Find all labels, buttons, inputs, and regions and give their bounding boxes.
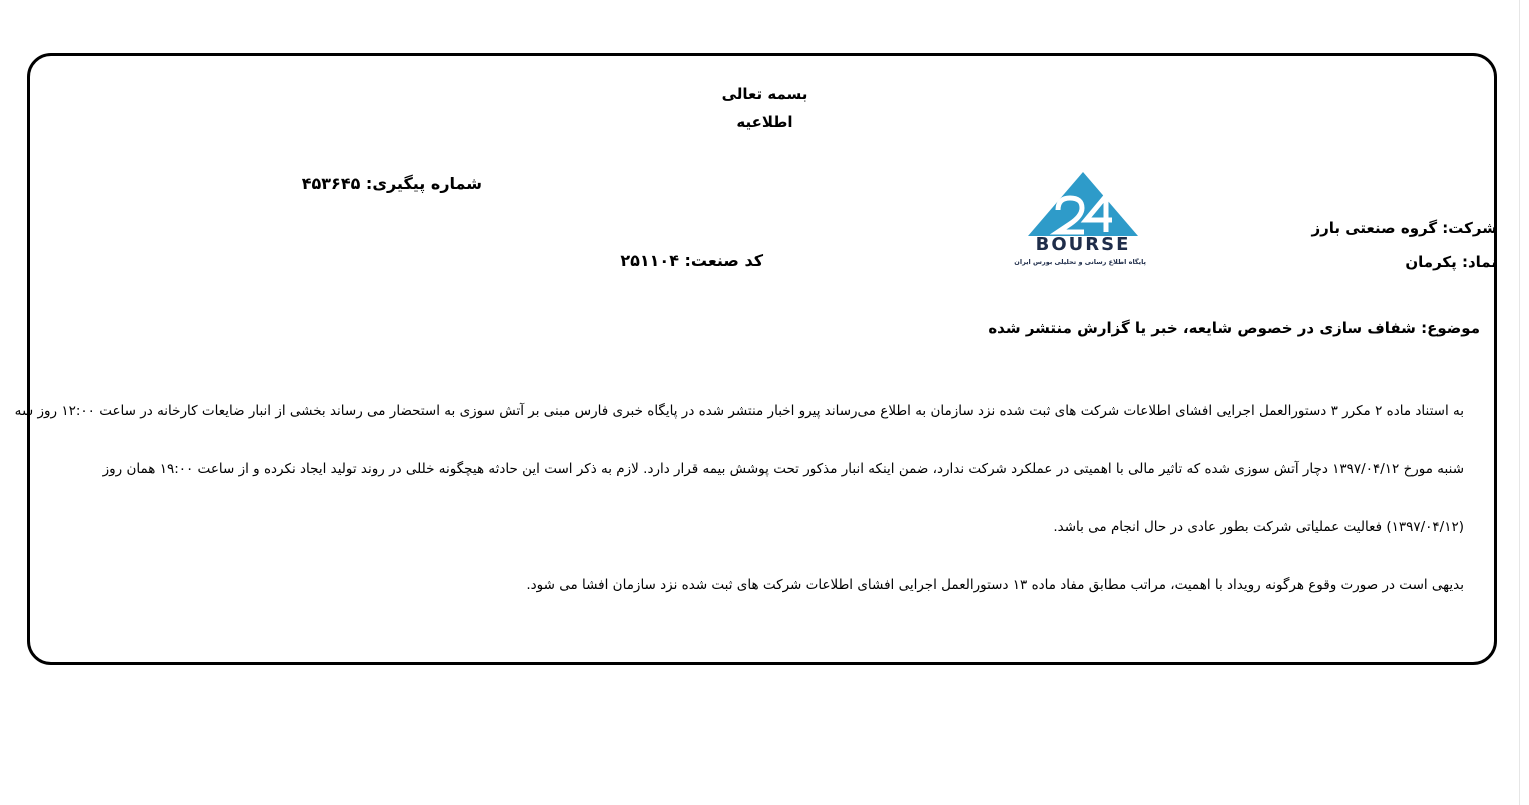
bourse-logo xyxy=(1014,170,1146,274)
announcement-frame xyxy=(14,53,1497,665)
company-name: شرکت: گروه صنعتی بارز xyxy=(1311,219,1497,237)
body-line-2: شنبه مورخ ۱۳۹۷/۰۴/۱۲ دچار آتش سوزی شده که تاثیر مالی با اهمیتی در عملکرد شرکت ندارد، ضمن اینکه انبار مذکور تحت پوشش بیمه قرار دارد. لازم به ذکر است این حادثه هیچگونه خللی در روند تولید ایجاد نکرده و از ساعت ۱۹:۰۰ همان روز xyxy=(102,461,1464,477)
tracking-number: شماره پیگیری: ۴۵۳۶۴۵ xyxy=(301,174,482,193)
subject-line: موضوع: شفاف سازی در خصوص شایعه، خبر یا گزارش منتشر شده xyxy=(988,319,1480,337)
logo-subtitle: پایگاه اطلاع رسانی و تحلیلی بورس ایران xyxy=(1014,258,1146,266)
industry-code: کد صنعت: ۲۵۱۱۰۴ xyxy=(620,251,763,270)
header-basmala: بسمه تعالی xyxy=(721,85,808,103)
bourse-24-logo-icon xyxy=(1020,170,1146,236)
logo-wordmark: BOURSE xyxy=(1035,234,1131,255)
body-line-1: به استناد ماده ۲ مکرر ۳ دستورالعمل اجرایی افشای اطلاعات شرکت های ثبت شده نزد سازمان به اطلاع می‌رساند پیرو اخبار منتشر شده در پایگاه خبری فارس مبنی بر آتش سوزی به استحضار می رساند بخشی از انبار ضایعات کارخانه در ساعت ۱۲:۰۰ روز سه xyxy=(14,403,1464,419)
body-line-4: بدیهی است در صورت وقوع هرگونه رویداد با اهمیت، مراتب مطابق مفاد ماده ۱۳ دستورالعمل اجرایی افشای اطلاعات شرکت های ثبت شده نزد سازمان افشا می شود. xyxy=(526,577,1464,593)
header-announcement: اطلاعیه xyxy=(736,113,793,131)
body-line-3: (۱۳۹۷/۰۴/۱۲) فعالیت عملیاتی شرکت بطور عادی در حال انجام می باشد. xyxy=(1053,519,1464,535)
stock-symbol: نماد: پکرمان xyxy=(1405,253,1497,271)
